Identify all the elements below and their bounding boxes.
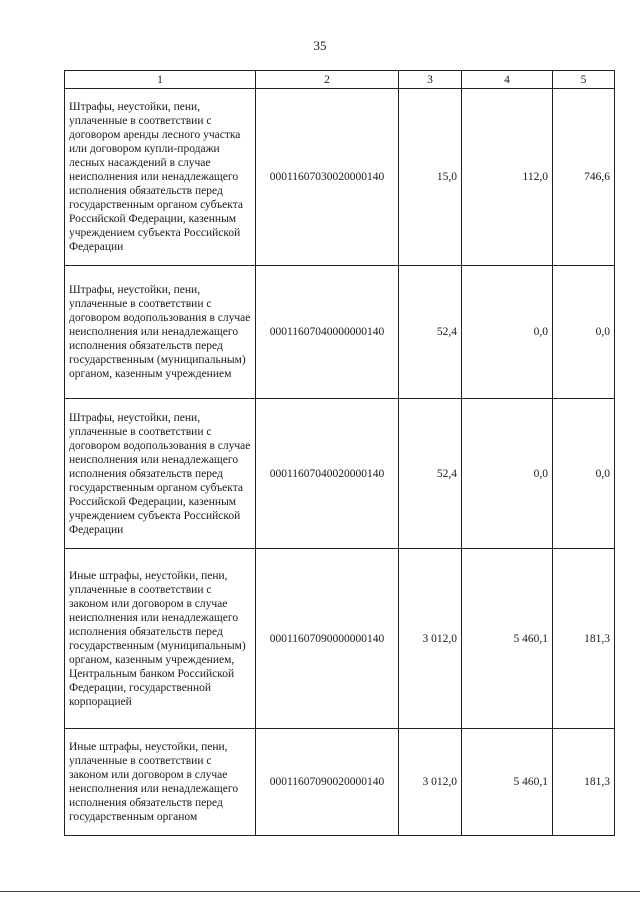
row-code-cell: 00011607040000000140 — [256, 266, 399, 399]
row-col4-cell: 0,0 — [462, 266, 553, 399]
budget-table — [64, 70, 615, 836]
row-name-cell: Штрафы, неустойки, пени, уплаченные в соответствии с договором аренды лесного участка или договором купли-продажи лесных насаждений в случае неисполнения или ненадлежащего исполнения обязательств перед государственным органом субъекта Российской Федерации, казенным учреждением субъекта Российской Федерации — [65, 89, 256, 266]
table-row — [65, 89, 615, 266]
row-code-cell: 00011607030020000140 — [256, 89, 399, 266]
row-name-cell: Штрафы, неустойки, пени, уплаченные в соответствии с договором водопользования в случае неисполнения или ненадлежащего исполнения обязательств перед государственным органом субъекта Российской Федерации, казенным учреждением субъекта Российской Федерации — [65, 399, 256, 549]
row-col4-cell: 5 460,1 — [462, 549, 553, 729]
table-header-row — [65, 71, 615, 89]
column-header-5: 5 — [553, 71, 615, 89]
row-col4-cell: 5 460,1 — [462, 729, 553, 836]
row-col5-cell: 746,6 — [553, 89, 615, 266]
table-row — [65, 549, 615, 729]
row-col5-cell: 0,0 — [553, 266, 615, 399]
column-header-1: 1 — [65, 71, 256, 89]
column-header-2: 2 — [256, 71, 399, 89]
row-code-cell: 00011607040020000140 — [256, 399, 399, 549]
row-col3-cell: 15,0 — [399, 89, 462, 266]
row-col5-cell: 181,3 — [553, 549, 615, 729]
table-row — [65, 399, 615, 549]
row-col5-cell: 0,0 — [553, 399, 615, 549]
column-header-3: 3 — [399, 71, 462, 89]
row-col3-cell: 3 012,0 — [399, 729, 462, 836]
row-col3-cell: 52,4 — [399, 399, 462, 549]
row-name-cell: Штрафы, неустойки, пени, уплаченные в соответствии с договором водопользования в случае неисполнения или ненадлежащего исполнения обязательств перед государственным (муниципальным) органом, казенным учреждением — [65, 266, 256, 399]
column-header-4: 4 — [462, 71, 553, 89]
page-number: 35 — [313, 38, 327, 53]
row-col3-cell: 52,4 — [399, 266, 462, 399]
table-row — [65, 266, 615, 399]
row-col4-cell: 112,0 — [462, 89, 553, 266]
row-code-cell: 00011607090000000140 — [256, 549, 399, 729]
scan-bottom-edge — [0, 891, 640, 892]
row-col3-cell: 3 012,0 — [399, 549, 462, 729]
row-name-cell: Иные штрафы, неустойки, пени, уплаченные в соответствии с законом или договором в случае неисполнения или ненадлежащего исполнения обязательств перед государственным (муниципальным) органом, казенным учреждением, Центральным банком Российской Федерации, государственной корпорацией — [65, 549, 256, 729]
table-row — [65, 729, 615, 836]
row-name-cell: Иные штрафы, неустойки, пени, уплаченные в соответствии с законом или договором в случае неисполнения или ненадлежащего исполнения обязательств перед государственным органом — [65, 729, 256, 836]
row-col4-cell: 0,0 — [462, 399, 553, 549]
row-col5-cell: 181,3 — [553, 729, 615, 836]
row-code-cell: 00011607090020000140 — [256, 729, 399, 836]
